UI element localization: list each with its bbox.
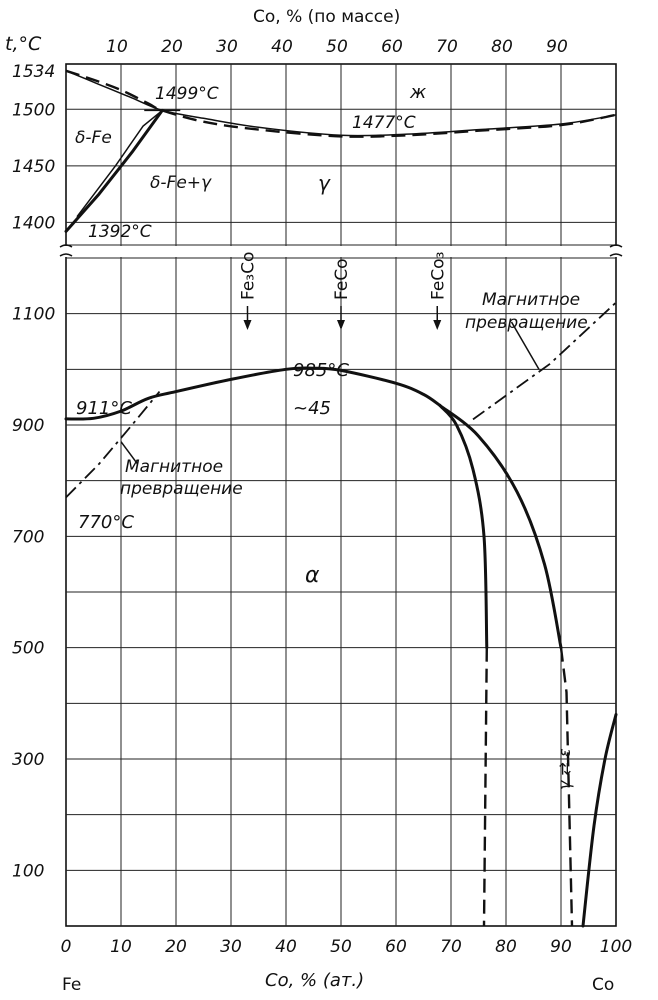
top-tick-label: 40 (271, 37, 293, 57)
y-tick-label: 100 (12, 861, 45, 882)
label-magnetic-fe-1: Магнитное (125, 457, 224, 477)
y-tick-label: 1450 (12, 156, 56, 177)
x-tick-label: 100 (599, 937, 633, 957)
alpha-boundary-branch-2 (440, 406, 561, 648)
label-delta-fe: δ-Fe (75, 128, 112, 148)
label-alpha: α (305, 563, 320, 588)
top-tick-label: 60 (381, 37, 403, 57)
x-tick-label: 0 (60, 937, 72, 957)
y-axis-title: t,°C (5, 33, 42, 55)
x-tick-label: 90 (550, 937, 572, 957)
fe-label: Fe (62, 975, 82, 995)
y-tick-label: 1400 (12, 213, 56, 234)
y-tick-label: 900 (12, 416, 45, 436)
label-985: 985°C (293, 360, 349, 381)
label-1477: 1477°C (352, 113, 416, 133)
top-tick-label: 30 (216, 37, 238, 57)
y-tick-label: 300 (12, 750, 45, 770)
bottom-axis-title: Co, % (ат.) (265, 970, 365, 991)
top-tick-label: 70 (436, 37, 458, 57)
label-770: 770°C (78, 512, 134, 533)
x-tick-label: 50 (330, 937, 352, 957)
y-tick-label: 500 (12, 638, 45, 659)
alpha-boundary-branch-1 (440, 406, 487, 648)
x-tick-label: 10 (110, 937, 132, 957)
x-tick-label: 20 (165, 937, 187, 957)
y-tick-label: 1534 (12, 61, 56, 82)
top-axis-title: Co, % (по массе) (253, 7, 401, 27)
compound-arrow-head (337, 320, 345, 330)
top-tick-label: 50 (326, 37, 348, 57)
label-liquid: ж (410, 82, 427, 103)
compound-label: FeCo₃ (428, 251, 449, 300)
label-1499: 1499°C (155, 84, 219, 104)
co-label: Co (592, 975, 615, 995)
compound-arrow-head (433, 320, 441, 330)
gamma-epsilon-boundary (583, 715, 616, 927)
top-tick-label: 80 (491, 37, 513, 57)
top-tick-label: 90 (546, 37, 568, 57)
x-tick-label: 30 (220, 937, 242, 957)
compound-label: Fe₃Co (238, 251, 259, 300)
label-1392: 1392°C (88, 222, 152, 242)
alpha-boundary-branch-1-dashed (484, 648, 487, 926)
x-tick-label: 60 (385, 937, 407, 957)
y-tick-label: 1500 (12, 100, 56, 121)
label-gamma: γ (318, 171, 330, 195)
label-gamma-epsilon: γ ⇄ ε (555, 748, 574, 790)
label-delta-gamma: δ-Fe+γ (150, 173, 212, 193)
label-911: 911°C (76, 398, 132, 419)
top-tick-label: 10 (106, 37, 128, 57)
label-approx-45: ~45 (293, 398, 331, 419)
y-tick-label: 1100 (12, 304, 56, 325)
label-magnetic-co-1: Магнитное (482, 290, 581, 310)
label-magnetic-co-2: превращение (465, 313, 588, 333)
x-tick-label: 70 (440, 937, 462, 957)
compound-label: FeCo (332, 258, 352, 300)
top-tick-label: 20 (161, 37, 183, 57)
compound-arrow-head (244, 320, 252, 330)
x-tick-label: 40 (275, 937, 297, 957)
label-magnetic-fe-2: превращение (120, 479, 243, 499)
x-tick-label: 80 (495, 937, 517, 957)
y-tick-label: 700 (12, 527, 45, 548)
axis-break-gap (60, 246, 622, 257)
